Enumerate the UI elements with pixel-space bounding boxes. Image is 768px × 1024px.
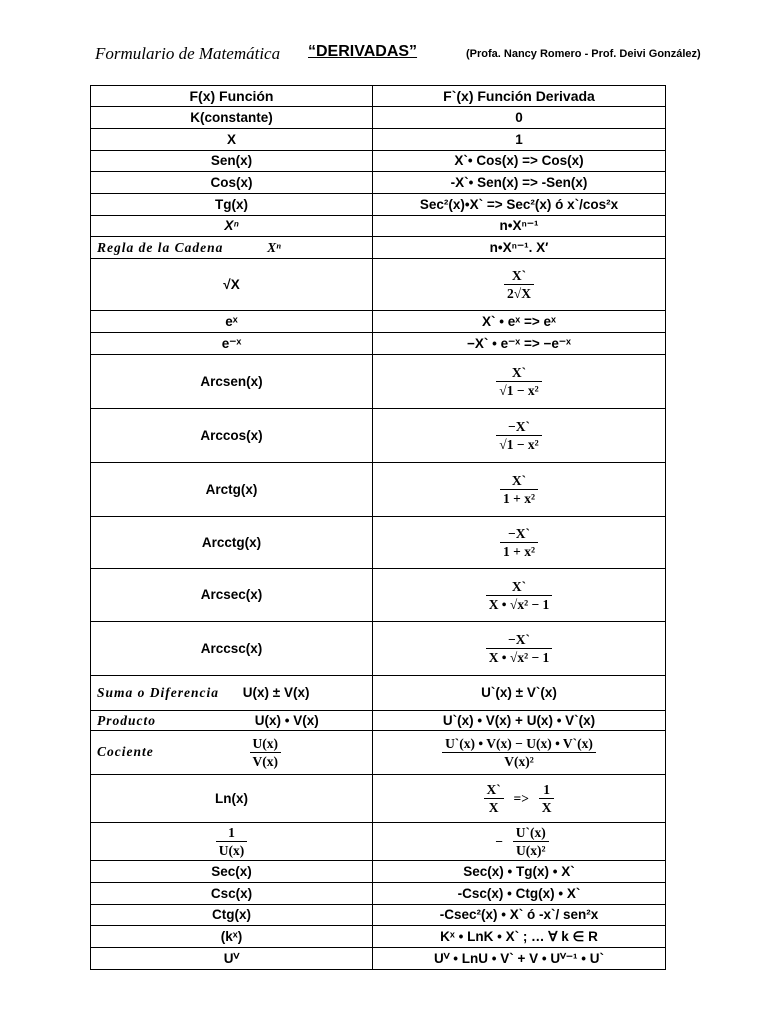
- fraction-denominator: 1 + x²: [500, 542, 538, 560]
- function-cell: Arccsc(x): [91, 622, 373, 676]
- table-row: [91, 905, 666, 926]
- table-row: [91, 463, 666, 517]
- table-row: [91, 517, 666, 569]
- fraction-numerator: −X`: [508, 632, 530, 647]
- derivative-cell: −X` • e⁻ˣ => −e⁻ˣ: [373, 333, 666, 355]
- rule-label: Regla de la Cadena: [97, 239, 224, 255]
- fraction-numerator: 1: [228, 825, 235, 840]
- derivative-cell: [373, 731, 666, 775]
- derivative-fraction: [484, 781, 504, 816]
- derivative-cell: Sec²(x)•X` => Sec²(x) ó x`/cos²x: [373, 194, 666, 216]
- table-row: [91, 172, 666, 194]
- function-cell: Arccos(x): [91, 409, 373, 463]
- table-row: [91, 216, 666, 237]
- function-cell: Cos(x): [91, 172, 373, 194]
- table-row: [91, 883, 666, 905]
- function-cell: Csc(x): [91, 883, 373, 905]
- function-cell: Arcsen(x): [91, 355, 373, 409]
- fraction-denominator: X: [484, 798, 504, 816]
- table-row: [91, 948, 666, 970]
- derivative-cell: X` • eˣ => eˣ: [373, 311, 666, 333]
- function-cell: [91, 711, 373, 731]
- derivative-cell: n•Xⁿ⁻¹. X′: [373, 237, 666, 259]
- table-row: [91, 926, 666, 948]
- fraction-numerator: X`: [511, 473, 527, 488]
- fraction-numerator: U(x): [252, 736, 279, 751]
- table-row: [91, 129, 666, 151]
- derivative-cell: [373, 622, 666, 676]
- derivative-cell: 1: [373, 129, 666, 151]
- fraction-denominator: 2√X: [504, 284, 534, 302]
- function-cell: Ln(x): [91, 775, 373, 823]
- table-row: [91, 711, 666, 731]
- fraction-numerator: −X`: [508, 419, 530, 434]
- fraction-denominator: X • √x² − 1: [486, 648, 553, 666]
- implies-arrow: =>: [513, 790, 529, 806]
- derivative-cell: -Csec²(x) • X` ó -x`/ sen²x: [373, 905, 666, 926]
- derivative-cell: -Csc(x) • Ctg(x) • X`: [373, 883, 666, 905]
- table-row: [91, 107, 666, 129]
- function-cell: Sec(x): [91, 861, 373, 883]
- derivative-cell: [373, 259, 666, 311]
- table-row: [91, 731, 666, 775]
- fraction-denominator: X • √x² − 1: [486, 595, 553, 613]
- derivative-cell: U`(x) • V(x) + U(x) • V`(x): [373, 711, 666, 731]
- function-fraction: [250, 735, 282, 770]
- derivative-cell: 0: [373, 107, 666, 129]
- fraction-numerator: X`: [486, 782, 501, 797]
- function-cell: Tg(x): [91, 194, 373, 216]
- fraction-denominator: U(x)²: [513, 841, 549, 859]
- derivative-cell: n•Xⁿ⁻¹: [373, 216, 666, 237]
- derivative-fraction: [442, 735, 596, 770]
- simplified-fraction: [539, 781, 555, 816]
- table-row: [91, 569, 666, 622]
- derivative-cell: Kˣ • LnK • X` ; … ∀ k ∈ R: [373, 926, 666, 948]
- negative-sign: −: [495, 833, 503, 849]
- document-header: [0, 40, 768, 70]
- function-cell: [91, 731, 373, 775]
- table-row: [91, 355, 666, 409]
- function-cell: e⁻ˣ: [91, 333, 373, 355]
- derivative-fraction: [500, 472, 538, 507]
- derivative-cell: X`• Cos(x) => Cos(x): [373, 151, 666, 172]
- function-cell: [91, 823, 373, 861]
- table-row: [91, 861, 666, 883]
- table-row: [91, 676, 666, 711]
- table-row: [91, 259, 666, 311]
- function-cell: [91, 237, 373, 259]
- table-row: [91, 775, 666, 823]
- derivative-fraction: [500, 525, 538, 560]
- derivative-cell: U`(x) ± V`(x): [373, 676, 666, 711]
- fraction-numerator: X`: [511, 578, 527, 594]
- function-cell: X: [91, 129, 373, 151]
- fraction-numerator: X`: [511, 365, 527, 380]
- function-cell: Xⁿ: [91, 216, 373, 237]
- function-cell: Uⱽ: [91, 948, 373, 970]
- table-row: [91, 151, 666, 172]
- function-cell: [91, 676, 373, 711]
- table-row: [91, 237, 666, 259]
- function-cell: Arctg(x): [91, 463, 373, 517]
- derivative-cell: [373, 517, 666, 569]
- function-cell: Sen(x): [91, 151, 373, 172]
- derivative-cell: -X`• Sen(x) => -Sen(x): [373, 172, 666, 194]
- derivative-cell: [373, 409, 666, 463]
- header-function: F(x) Función: [91, 86, 373, 107]
- fraction-numerator: 1: [543, 782, 550, 797]
- fraction-denominator: V(x)²: [442, 752, 596, 770]
- rule-label: Cociente: [97, 744, 154, 760]
- derivative-cell: [373, 775, 666, 823]
- function-cell: K(constante): [91, 107, 373, 129]
- table-row: [91, 333, 666, 355]
- derivative-cell: Sec(x) • Tg(x) • X`: [373, 861, 666, 883]
- table-row: [91, 311, 666, 333]
- fraction-denominator: √1 − x²: [496, 381, 541, 399]
- derivative-fraction: [486, 578, 553, 613]
- function-cell: eˣ: [91, 311, 373, 333]
- fraction-numerator: −X`: [508, 526, 530, 541]
- rule-label: Producto: [97, 712, 157, 728]
- derivative-fraction: [486, 631, 553, 666]
- table-row: [91, 823, 666, 861]
- function-expr: Xⁿ: [267, 239, 281, 255]
- fraction-numerator: U`(x) • V(x) − U(x) • V`(x): [445, 736, 593, 751]
- table-header-row: [91, 86, 666, 107]
- function-expr: U(x) ± V(x): [242, 685, 310, 700]
- fraction-denominator: √1 − x²: [496, 435, 541, 453]
- rule-label: Suma o Diferencia: [97, 685, 220, 700]
- fraction-denominator: 1 + x²: [500, 489, 538, 507]
- function-cell: (kˣ): [91, 926, 373, 948]
- derivative-cell: Uⱽ • LnU • V` + V • Uⱽ⁻¹ • U`: [373, 948, 666, 970]
- derivative-cell: [373, 355, 666, 409]
- fraction-denominator: V(x): [250, 752, 282, 770]
- fraction-denominator: U(x): [216, 841, 248, 859]
- authors: (Profa. Nancy Romero - Prof. Deivi González): [466, 48, 701, 60]
- fraction-denominator: X: [539, 798, 555, 816]
- function-fraction: [216, 824, 248, 859]
- derivative-fraction: [513, 824, 549, 859]
- derivative-cell: [373, 463, 666, 517]
- table-row: [91, 194, 666, 216]
- function-cell: Arcctg(x): [91, 517, 373, 569]
- table-row: [91, 409, 666, 463]
- title-main: “DERIVADAS”: [308, 43, 418, 60]
- table-row: [91, 622, 666, 676]
- derivative-cell: [373, 569, 666, 622]
- header-derivative: F`(x) Función Derivada: [373, 86, 666, 107]
- function-expr: U(x) • V(x): [254, 712, 319, 728]
- derivative-fraction: [496, 418, 541, 453]
- fraction-numerator: X`: [511, 268, 527, 283]
- fraction-numerator: U`(x): [515, 825, 546, 840]
- function-cell: √X: [91, 259, 373, 311]
- function-cell: Arcsec(x): [91, 569, 373, 622]
- title-prefix: Formulario de Matemática: [95, 44, 281, 63]
- derivative-fraction: [496, 364, 541, 399]
- function-cell: Ctg(x): [91, 905, 373, 926]
- derivatives-table: [90, 85, 666, 970]
- derivative-fraction: [504, 267, 534, 302]
- derivative-cell: [373, 823, 666, 861]
